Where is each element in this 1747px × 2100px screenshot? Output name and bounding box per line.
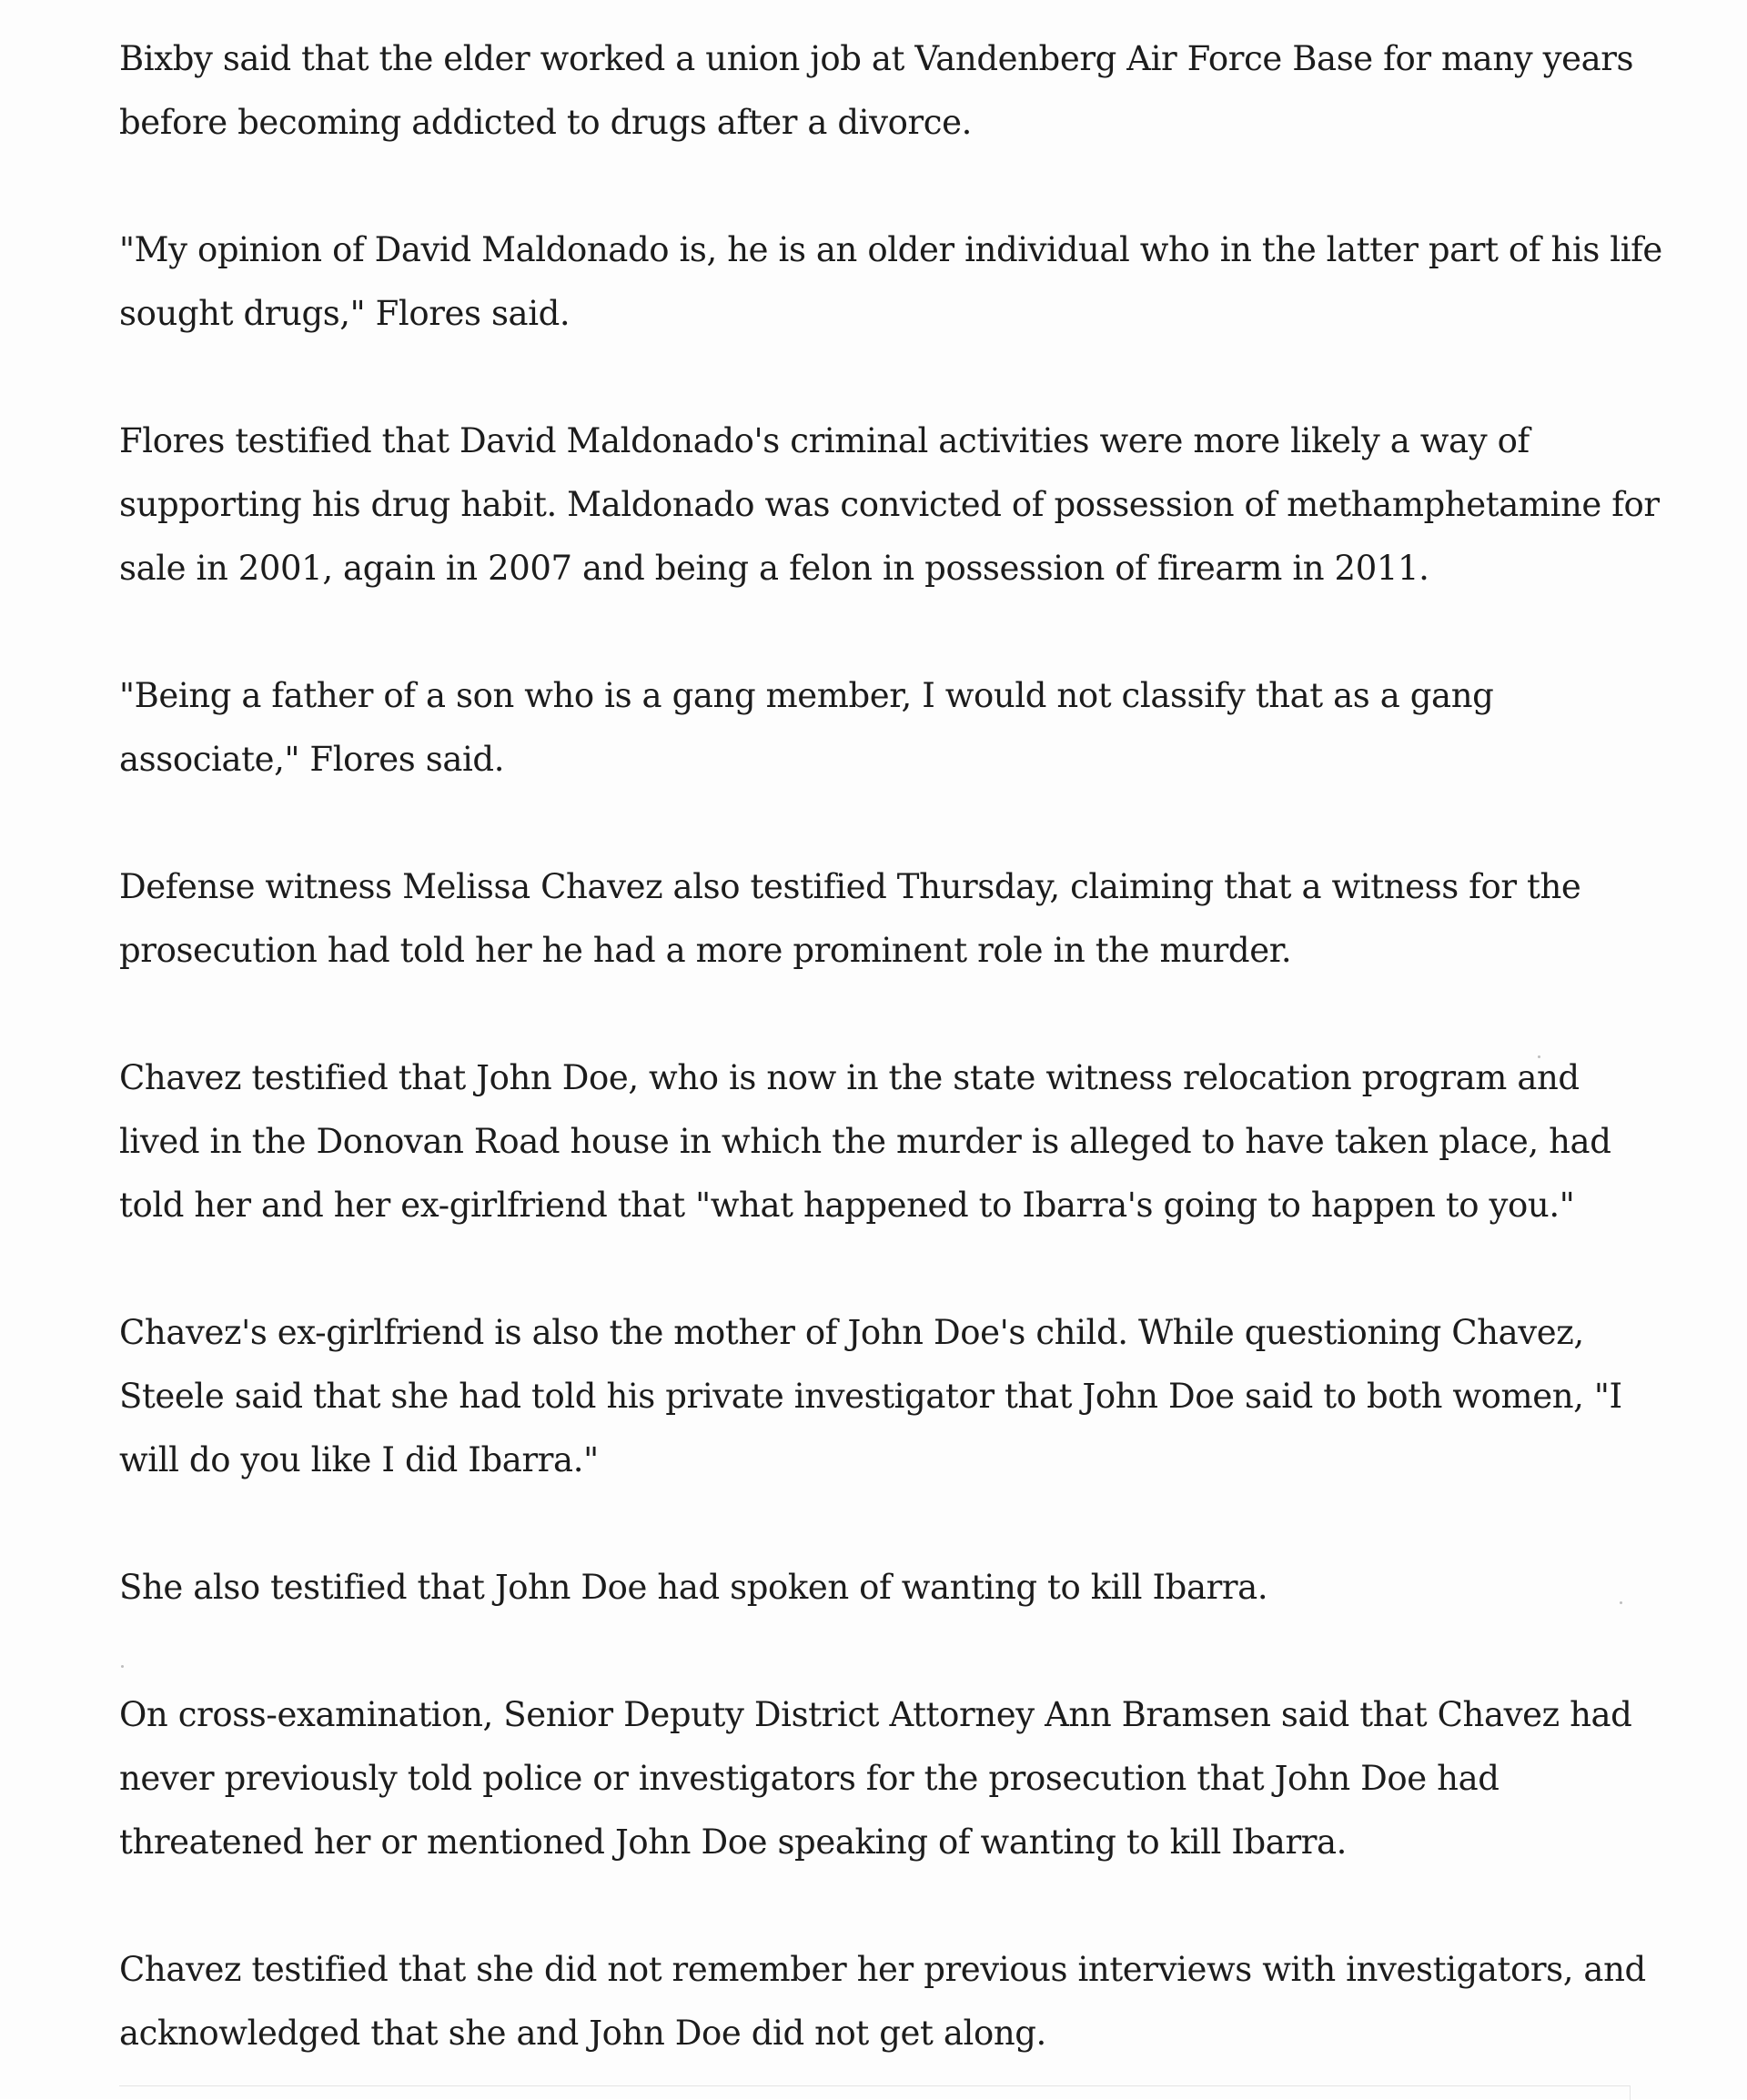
scan-speck [1538, 1055, 1540, 1058]
article-paragraph: On cross-examination, Senior Deputy District Attorney Ann Bramsen said that Chavez had never previously told police or investigators for the prosecution that John Doe had threatened her or mentioned John Doe speaking of wanting to kill Ibarra. [119, 1695, 1632, 1862]
scan-speck [121, 1665, 124, 1668]
article-body [119, 27, 1666, 2065]
article-paragraph: "Being a father of a son who is a gang member, I would not classify that as a gang associate," Flores said. [119, 676, 1494, 779]
article-paragraph: Chavez testified that she did not remember her previous interviews with investigators, and acknowledged that she and John Doe did not get along. [119, 1950, 1646, 2053]
article-paragraph: Chavez testified that John Doe, who is now in the state witness relocation program and lived in the Donovan Road house in which the murder is alleged to have taken place, had told her and her ex-girlfriend that "what happened to Ibarra's going to happen to you." [119, 1058, 1611, 1225]
article-paragraph: She also testified that John Doe had spoken of wanting to kill Ibarra. [119, 1568, 1268, 1607]
page-frame-edge [119, 2085, 1631, 2100]
article-paragraph: Chavez's ex-girlfriend is also the mother of John Doe's child. While questioning Chavez, Steele said that she had told his private investigator that John Doe said to both women, "I will do you like I did Ibarra." [119, 1313, 1622, 1479]
article-paragraph: Flores testified that David Maldonado's criminal activities were more likely a way of supporting his drug habit. Maldonado was convicted of possession of methamphetamine for sale in 2001, again in 2007 and being a felon in possession of firearm in 2011. [119, 421, 1660, 588]
scan-speck [1620, 1601, 1622, 1604]
article-paragraph: Bixby said that the elder worked a union job at Vandenberg Air Force Base for many years before becoming addicted to drugs after a divorce. [119, 39, 1634, 142]
article-paragraph: Defense witness Melissa Chavez also testified Thursday, claiming that a witness for the prosecution had told her he had a more prominent role in the murder. [119, 867, 1581, 970]
article-paragraph: "My opinion of David Maldonado is, he is an older individual who in the latter part of his life sought drugs," Flores said. [119, 230, 1662, 333]
